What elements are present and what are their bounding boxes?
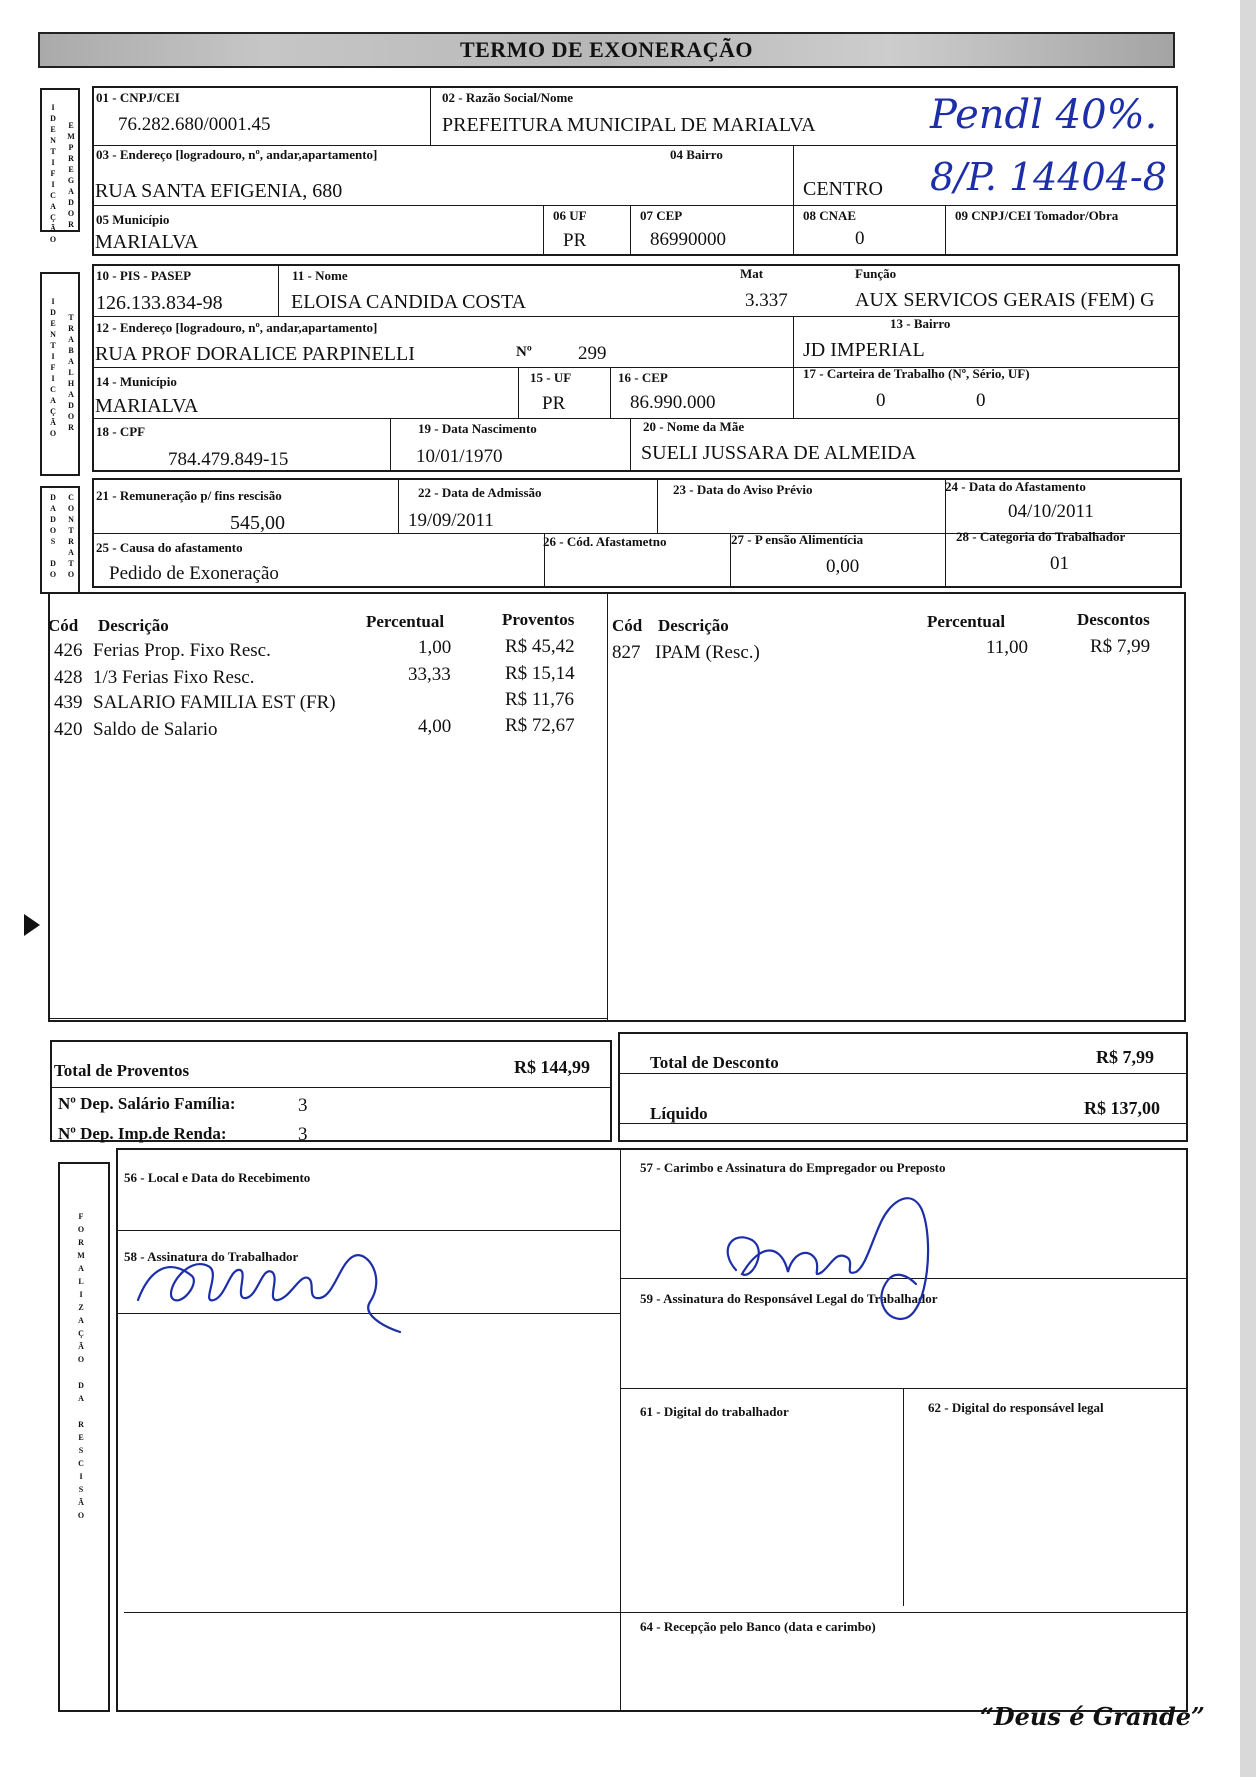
- desc-cod: 827: [612, 642, 641, 663]
- side-label-formalizacao: F O R M A L I Z A Ç Ã O D A R E S C I S Ã O: [77, 1212, 85, 1520]
- dep-sal-value: 3: [298, 1095, 308, 1116]
- side-label-employer: I D E N T I F I C A Ç Ã O: [49, 103, 57, 244]
- total-proventos-label: Total de Proventos: [54, 1061, 190, 1080]
- rule: [903, 1388, 904, 1606]
- worker-signature: [130, 1228, 410, 1338]
- side-label-employer-2: E M P R E G A D O R: [67, 121, 75, 229]
- wk-municipio-value: MARIALVA: [95, 395, 199, 417]
- rule: [50, 1087, 612, 1088]
- nome-label: 11 - Nome: [292, 268, 348, 283]
- prov-perc: 1,00: [418, 637, 452, 658]
- causa-value: Pedido de Exoneração: [109, 563, 279, 584]
- prov-desc: Saldo de Salario: [93, 719, 218, 740]
- handwritten-note-2: 8/P. 14404-8: [930, 155, 1167, 199]
- afast-label: 24 - Data do Afastamento: [945, 479, 1086, 494]
- rule: [618, 1073, 1188, 1074]
- dep-ir-value: 3: [298, 1124, 308, 1145]
- prov-cod: 426: [54, 640, 83, 661]
- dep-sal-label: Nº Dep. Salário Família:: [58, 1094, 236, 1113]
- rule: [630, 418, 631, 472]
- remun-label: 21 - Remuneração p/ fins rescisão: [96, 488, 282, 503]
- field-57-label: 57 - Carimbo e Assinatura do Empregador ou Preposto: [640, 1160, 946, 1175]
- side-label-worker: I D E N T I F I C A Ç Ã O: [49, 297, 57, 438]
- rule: [92, 316, 1180, 317]
- nasc-value: 10/01/1970: [416, 446, 503, 467]
- rule: [657, 478, 658, 534]
- mae-label: 20 - Nome da Mãe: [643, 419, 745, 434]
- tomador-label: 09 CNPJ/CEI Tomador/Obra: [955, 208, 1119, 223]
- cod-afast-label: 26 - Cód. Afastametno: [543, 534, 667, 549]
- employer-signature: [712, 1180, 952, 1330]
- rule: [793, 316, 794, 418]
- emp-cep-label: 07 CEP: [640, 208, 683, 223]
- aviso-label: 23 - Data do Aviso Prévio: [673, 482, 813, 497]
- desc-desc: IPAM (Resc.): [655, 642, 760, 663]
- emp-municipio-label: 05 Município: [96, 212, 170, 227]
- rule: [543, 205, 544, 256]
- categoria-value: 01: [1050, 553, 1069, 574]
- emp-bairro-value: CENTRO: [803, 178, 883, 200]
- prov-perc: 33,33: [408, 664, 451, 685]
- rule: [945, 205, 946, 256]
- rule: [124, 1612, 1188, 1613]
- side-label-contract: D A D O S D O: [49, 493, 57, 579]
- categoria-label: 28 - Categoria do Trabalhador: [956, 529, 1126, 544]
- wk-numero-value: 299: [578, 343, 607, 364]
- field-64-label: 64 - Recepção pelo Banco (data e carimbo): [640, 1619, 876, 1634]
- scan-edge: [1240, 0, 1256, 1777]
- emp-cep-value: 86990000: [650, 229, 726, 250]
- scan-mark-icon: [22, 914, 40, 936]
- funcao-value: AUX SERVICOS GERAIS (FEM) G: [855, 289, 1155, 311]
- prov-cod: 420: [54, 719, 83, 740]
- document-title-bar: [38, 32, 1175, 68]
- cpf-value: 784.479.849-15: [168, 449, 289, 470]
- prov-perc: 4,00: [418, 716, 452, 737]
- emp-endereco-value: RUA SANTA EFIGENIA, 680: [95, 180, 343, 202]
- wk-uf-value: PR: [542, 393, 566, 414]
- side-label-contract-2: C O N T R A T O: [67, 493, 75, 579]
- liquido-label: Líquido: [650, 1104, 708, 1123]
- afast-value: 04/10/2011: [1008, 501, 1094, 522]
- ctps-num-value: 0: [876, 390, 886, 411]
- prov-val: R$ 45,42: [505, 636, 575, 657]
- wk-endereco-value: RUA PROF DORALICE PARPINELLI: [95, 343, 415, 365]
- desc-header-cod: Cód: [612, 616, 643, 635]
- mat-label: Mat: [740, 266, 764, 281]
- prov-val: R$ 15,14: [505, 663, 575, 684]
- rule: [390, 418, 391, 472]
- mae-value: SUELI JUSSARA DE ALMEIDA: [641, 442, 917, 464]
- ctps-label: 17 - Carteira de Trabalho (Nº, Sério, UF): [803, 366, 1030, 381]
- emp-uf-label: 06 UF: [553, 208, 587, 223]
- admissao-label: 22 - Data de Admissão: [418, 485, 542, 500]
- prov-cod: 439: [54, 692, 83, 713]
- rule: [92, 418, 1180, 419]
- rule: [793, 145, 794, 256]
- wk-uf-label: 15 - UF: [530, 370, 572, 385]
- emp-cnae-value: 0: [855, 228, 865, 249]
- total-desconto-label: Total de Desconto: [650, 1053, 779, 1072]
- rule: [620, 1148, 621, 1712]
- prov-header-perc: Percentual: [366, 612, 445, 631]
- field-61-label: 61 - Digital do trabalhador: [640, 1404, 789, 1419]
- field-58-label: 58 - Assinatura do Trabalhador: [124, 1249, 299, 1264]
- field-62-label: 62 - Digital do responsável legal: [928, 1400, 1104, 1415]
- pis-label: 10 - PIS - PASEP: [96, 268, 192, 283]
- rule: [398, 478, 399, 534]
- prov-desc: SALARIO FAMILIA EST (FR): [93, 692, 336, 713]
- emp-municipio-value: MARIALVA: [95, 231, 199, 253]
- desc-header-desc: Descrição: [658, 616, 729, 635]
- prov-val: R$ 72,67: [505, 715, 575, 736]
- motto: “Deus é Grande”: [980, 1702, 1205, 1731]
- total-desconto-value: R$ 7,99: [1096, 1047, 1154, 1067]
- rule: [92, 145, 1178, 146]
- pensao-value: 0,00: [826, 556, 860, 577]
- prov-header-val: Proventos: [502, 610, 575, 629]
- desc-header-perc: Percentual: [927, 612, 1006, 631]
- liquido-value: R$ 137,00: [1084, 1098, 1160, 1118]
- dep-ir-label: Nº Dep. Imp.de Renda:: [58, 1124, 227, 1143]
- total-proventos-value: R$ 144,99: [514, 1057, 590, 1077]
- side-label-worker-2: T R A B A L H A D O R: [67, 313, 75, 432]
- rule: [278, 264, 279, 317]
- field-59-label: 59 - Assinatura do Responsável Legal do Trabalhador: [640, 1291, 938, 1306]
- wk-cep-value: 86.990.000: [630, 392, 716, 413]
- funcao-label: Função: [855, 266, 897, 281]
- rule: [610, 367, 611, 418]
- wk-cep-label: 16 - CEP: [618, 370, 668, 385]
- prov-desc: 1/3 Ferias Fixo Resc.: [93, 667, 255, 688]
- nome-value: ELOISA CANDIDA COSTA: [291, 291, 527, 313]
- prov-header-cod: Cód: [48, 616, 79, 635]
- emp-bairro-label: 04 Bairro: [670, 147, 723, 162]
- pensao-label: 27 - P ensão Alimentícia: [731, 532, 864, 547]
- desc-val: R$ 7,99: [1090, 636, 1151, 657]
- wk-numero-label: Nº: [516, 344, 532, 360]
- rule: [92, 205, 1178, 206]
- wk-bairro-label: 13 - Bairro: [890, 316, 951, 331]
- field-56-label: 56 - Local e Data do Recebimento: [124, 1170, 311, 1185]
- prov-header-desc: Descrição: [98, 616, 169, 635]
- rule: [48, 1018, 608, 1019]
- rule: [630, 205, 631, 256]
- rule: [430, 86, 431, 146]
- cpf-label: 18 - CPF: [96, 424, 146, 439]
- wk-bairro-value: JD IMPERIAL: [803, 339, 925, 361]
- cnpj-value: 76.282.680/0001.45: [118, 114, 271, 135]
- prov-desc: Ferias Prop. Fixo Resc.: [93, 640, 271, 661]
- pis-value: 126.133.834-98: [96, 292, 223, 314]
- emp-endereco-label: 03 - Endereço [logradouro, nº, andar,apartamento]: [96, 147, 378, 162]
- emp-uf-value: PR: [563, 230, 587, 251]
- razao-label: 02 - Razão Social/Nome: [442, 90, 574, 105]
- cnpj-label: 01 - CNPJ/CEI: [96, 90, 180, 105]
- document-title: TERMO DE EXONERAÇÃO: [459, 37, 754, 62]
- admissao-value: 19/09/2011: [408, 510, 494, 531]
- prov-cod: 428: [54, 667, 83, 688]
- rule: [620, 1388, 1188, 1389]
- causa-label: 25 - Causa do afastamento: [96, 540, 243, 555]
- ctps-serie-value: 0: [976, 390, 986, 411]
- razao-value: PREFEITURA MUNICIPAL DE MARIALVA: [442, 114, 816, 136]
- rule: [607, 592, 608, 1022]
- wk-municipio-label: 14 - Município: [96, 374, 177, 389]
- desc-header-val: Descontos: [1077, 610, 1150, 629]
- remun-value: 545,00: [230, 512, 285, 534]
- rule: [518, 367, 519, 418]
- emp-cnae-label: 08 CNAE: [803, 208, 857, 223]
- handwritten-note-1: Pendl 40%.: [930, 92, 1158, 138]
- prov-val: R$ 11,76: [505, 689, 574, 710]
- mat-value: 3.337: [745, 290, 788, 311]
- desc-perc: 11,00: [986, 637, 1029, 658]
- nasc-label: 19 - Data Nascimento: [418, 421, 537, 436]
- wk-endereco-label: 12 - Endereço [logradouro, nº, andar,apartamento]: [96, 320, 378, 335]
